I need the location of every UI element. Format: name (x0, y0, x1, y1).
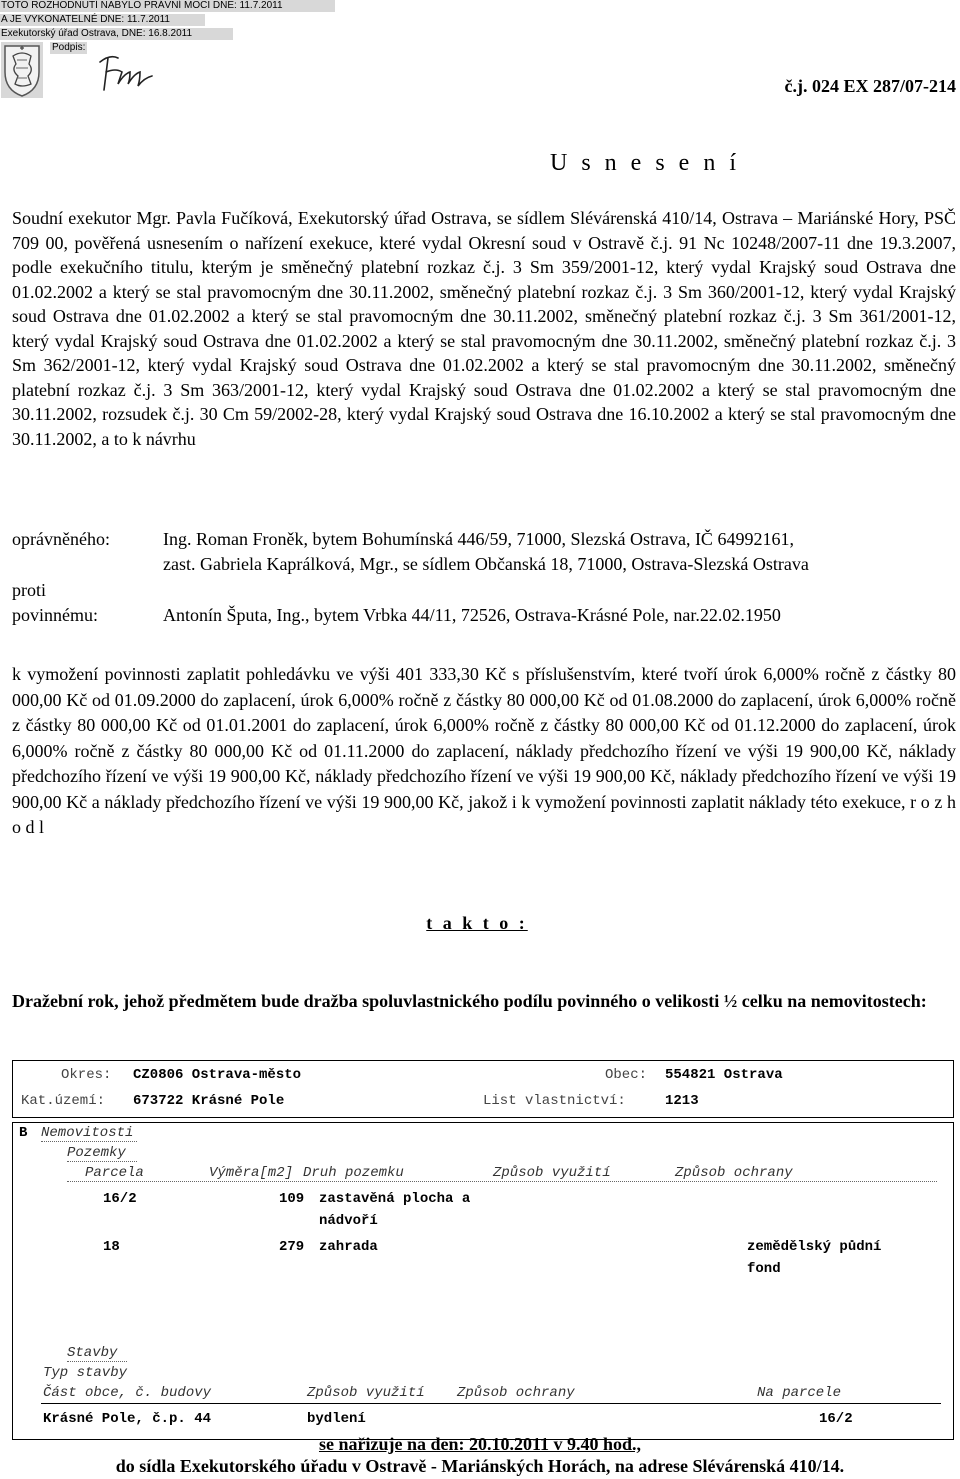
creditor-line-1: Ing. Roman Froněk, bytem Bohumínská 446/59, 71000, Slezská Ostrava, IČ 64992161, (163, 529, 794, 549)
ownership-sheet-label: List vlastnictví: (483, 1093, 626, 1109)
district-label: Okres: (61, 1067, 112, 1083)
municipality-label: Obec: (605, 1067, 648, 1083)
col-header-building-protection: Způsob ochrany (457, 1385, 575, 1401)
debtor-text: Antonín Šputa, Ing., bytem Vrbka 44/11, 72526, Ostrava-Krásné Pole, nar.22.02.1950 (163, 605, 781, 625)
col-header-on-parcel: Na parcele (757, 1385, 842, 1401)
plot-parcel-number: 16/2 (103, 1191, 137, 1207)
buildings-heading: Stavby (67, 1345, 118, 1361)
building-use: bydlení (307, 1411, 366, 1427)
debtor-label: povinnému: (12, 605, 98, 625)
col-header-land-use: Způsob využití (493, 1165, 611, 1181)
ruling-heading-text: t a k t o : (426, 913, 528, 933)
creditor-block (0, 527, 960, 579)
col-header-municipal-part: Část obce, č. budovy (43, 1385, 212, 1401)
handwritten-signature (96, 50, 156, 100)
plot-protection: zemědělský půdní (747, 1239, 882, 1255)
col-header-building-use: Způsob využití (307, 1385, 425, 1401)
divider (67, 1161, 137, 1162)
plot-parcel-number: 18 (103, 1239, 120, 1255)
building-parcel: 16/2 (819, 1411, 853, 1427)
auction-heading: Dražební rok, jehož předmětem bude dražba spoluvlastnického podílu povinného o velikosti ½ celku na nemovitostech: (12, 991, 927, 1011)
plot-area: 109 (279, 1191, 305, 1207)
ownership-sheet-value: 1213 (665, 1093, 699, 1109)
against-label-row (0, 578, 960, 602)
creditor-line-2: zast. Gabriela Kaprálková, Mgr., se sídlem Občanská 18, 71000, Ostrava-Slezská Ostrava (163, 554, 809, 574)
building-type-heading: Typ stavby (43, 1365, 128, 1381)
cadastral-list-box (12, 1122, 954, 1440)
auction-date-text: se nařizuje na den: 20.10.2011 v 9.40 hod., (318, 1434, 642, 1454)
col-header-protection: Způsob ochrany (675, 1165, 793, 1181)
stamp-line-1: TOTO ROZHODNUTÍ NABYLO PRÁVNÍ MOCI DNE: 11.7.2011 (0, 0, 335, 12)
claim-paragraph: k vymožení povinnosti zaplatit pohledávku ve výši 401 333,30 Kč s příslušenstvím, které tvoří úrok 6,000% ročně z částky 80 000,00 Kč od 01.09.2000 do zaplacení, úrok 6,000% ročně z částky 80 000,00 Kč od 01.08.2000 do zaplacení, úrok 6,000% ročně z částky 80 000,00 Kč od 01.01.2001 do zaplacení, úrok 6,000% ročně z částky 80 000,00 Kč od 01.12.2000 do zaplacení, úrok 6,000% ročně z částky 80 000,00 Kč od 01.11.2000 do zaplacení, náklady předchozího řízení ve výši 19 900,00 Kč, náklady předchozího řízení ve výši 19 900,00 Kč, náklady předchozího řízení ve výši 19 900,00 Kč, náklady předchozího řízení ve výši 19 900,00 Kč a náklady předchozího řízení ve výši 19 900,00 Kč, jakož i k vymožení povinnosti zaplatit náklady této exekuce, r o z h o d l (12, 664, 956, 837)
divider (41, 1403, 941, 1404)
real-estate-heading: Nemovitosti (41, 1125, 134, 1141)
ruling-heading (0, 913, 960, 934)
plot-land-type-cont: nádvoří (319, 1213, 378, 1229)
municipality-value: 554821 Ostrava (665, 1067, 783, 1083)
divider (67, 1361, 127, 1362)
plot-area: 279 (279, 1239, 305, 1255)
district-value: CZ0806 Ostrava-město (133, 1067, 302, 1083)
col-header-area: Výměra[m2] (209, 1165, 294, 1181)
intro-paragraph: Soudní exekutor Mgr. Pavla Fučíková, Exekutorský úřad Ostrava, se sídlem Slévárenská 410/14, Ostrava – Mariánské Hory, PSČ 709 00, pověřená usnesením o nařízení exekuce, které vydal Okresní soud v Ostravě č.j. 91 Nc 10248/2007-11 dne 19.3.2007, podle exekučního titulu, kterým je směnečný platební rozkaz č.j. 3 Sm 359/2001-12, který vydal Krajský soud Ostrava dne 01.02.2002 a který se stal pravomocným dne 30.11.2002, směnečný platební rozkaz č.j. 3 Sm 360/2001-12, který vydal Krajský soud Ostrava dne 01.02.2002 a který se stal pravomocným dne 30.11.2002, směnečný platební rozkaz č.j. 3 Sm 361/2001-12, který vydal Krajský soud Ostrava dne 01.02.2002 a který se stal pravomocným dne 30.11.2002, směnečný platební rozkaz č.j. 3 Sm 362/2001-12, který vydal Krajský soud Ostrava dne 01.02.2002 a který se stal pravomocným dne 30.11.2002, směnečný platební rozkaz č.j. 3 Sm 363/2001-12, který vydal Krajský soud Ostrava dne 01.02.2002 a který se stal pravomocným dne 30.11.2002, rozsudek č.j. 30 Cm 59/2002-28, který vydal Krajský soud Ostrava dne 16.10.2002 a který se stal pravomocným dne 30.11.2002, a to k návrhu (12, 208, 956, 449)
plot-protection-cont: fond (747, 1261, 781, 1277)
plot-land-type: zastavěná plocha a (319, 1191, 471, 1207)
cadastral-area-label: Kat.území: (21, 1093, 106, 1109)
section-b-label: B (19, 1125, 28, 1141)
stamp-line-2: A JE VYKONATELNÉ DNE: 11.7.2011 (0, 14, 205, 26)
col-header-parcel: Parcela (85, 1165, 144, 1181)
building-municipal-part: Krásné Pole, č.p. 44 (43, 1411, 212, 1427)
coat-of-arms-icon (1, 42, 43, 98)
plot-land-type: zahrada (319, 1239, 378, 1255)
divider (67, 1181, 937, 1182)
creditor-label: oprávněného: (12, 529, 110, 549)
legal-effect-stamp (0, 0, 335, 102)
cadastral-header-box (12, 1060, 954, 1118)
document-title (0, 150, 960, 177)
auction-date-line (0, 1434, 960, 1455)
against-label: proti (12, 580, 46, 600)
document-title-text: U s n e s e n í (550, 150, 740, 176)
plots-heading: Pozemky (67, 1145, 126, 1161)
cadastral-area-value: 673722 Krásné Pole (133, 1093, 285, 1109)
debtor-block (0, 603, 960, 627)
auction-place-line: do sídla Exekutorského úřadu v Ostravě - Mariánských Horách, na adrese Slévárenská 410/14. (115, 1456, 845, 1476)
divider (41, 1141, 137, 1142)
stamp-line-3: Exekutorský úřad Ostrava, DNE: 16.8.2011 (0, 28, 233, 40)
case-reference: č.j. 024 EX 287/07-214 (784, 76, 956, 96)
signature-label: Podpis: (52, 42, 86, 53)
col-header-land-type: Druh pozemku (303, 1165, 404, 1181)
